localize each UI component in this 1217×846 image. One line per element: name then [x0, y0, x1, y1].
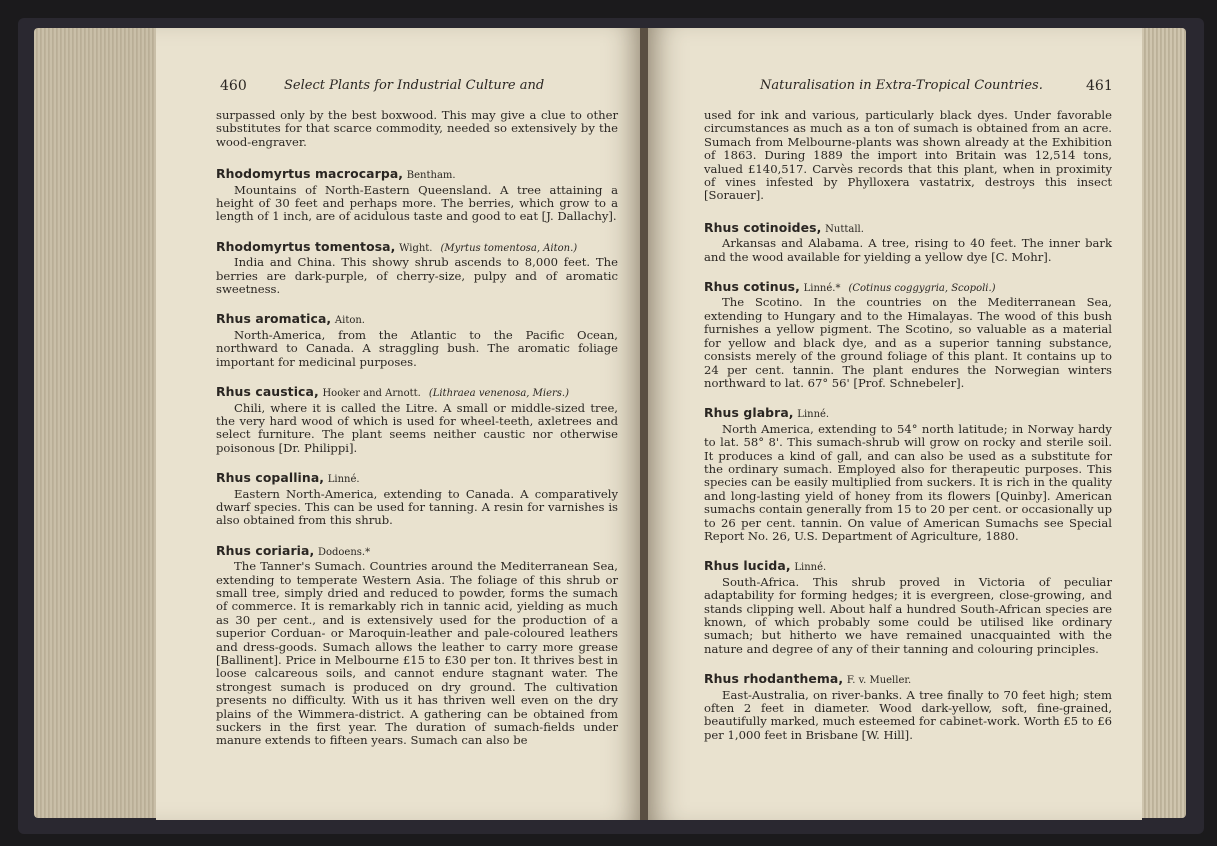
entry-name: Rhodomyrtus macrocarpa, — [216, 166, 404, 182]
right-page-number: 461 — [1086, 78, 1113, 94]
entry-authority: Wight. — [399, 242, 433, 254]
entry-description: Mountains of North-Eastern Queensland. A tree attaining a height of 30 feet and perhaps more. The berries, which grow to a length of 1 inch, are of acidulous taste and good to eat [J. Dallachy]. — [216, 182, 618, 224]
entry-authority: Linné. — [794, 562, 827, 574]
right-intro-paragraph: used for ink and various, particularly black dyes. Under favorable circumstances as much as a ton of sumach is obtained from an acre. Sumach from Melbourne-plants was shown already at the Exhibition of 1863. During 1889 the import into Britain was 12,514 tons, valued £140,517. Carvès records that this plant, when in proximity of vines infested by Phylloxera vastatrix, destroys this insect [Sorauer]. — [704, 108, 1112, 203]
right-header-title: Naturalisation in Extra-Tropical Countries. — [760, 78, 1043, 93]
entry-rhus-lucida — [704, 559, 1112, 656]
entry-authority: F. v. Mueller. — [846, 675, 912, 687]
entry-description: The Scotino. In the countries on the Mediterranean Sea, extending to Hungary and to the Himalayas. The wood of this bush furnishes a yellow pigment. The Scotino, so valuable as a material for yellow and black dye, and as a superior tanning substance, consists merely of the ground foliage of this plant. It contains up to 24 per cent. tannin. The plant endures the Norwegian winters northward to lat. 67° 56' [Prof. Schnebeler]. — [704, 295, 1112, 390]
entry-description: India and China. This showy shrub ascends to 8,000 feet. The berries are dark-purple, of cherry-size, pulpy and of aromatic sweetness. — [216, 255, 618, 297]
entry-rhus-aromatica — [216, 312, 618, 369]
entry-name: Rhus lucida, — [704, 558, 791, 574]
left-intro-paragraph: surpassed only by the best boxwood. This may give a clue to other substitutes for that scarce commodity, needed so extensively by the wood-engraver. — [216, 108, 618, 149]
entry-rhus-glabra — [704, 406, 1112, 543]
entry-rhodomyrtus-tomentosa — [216, 240, 618, 297]
entry-description: South-Africa. This shrub proved in Victoria of peculiar adaptability for forming hedges; it is evergreen, close-growing, and stands clipping well. About half a hundred South-African species are known, of which probably some could be utilised like ordinary sumach; but hitherto we have remained unacquainted with the nature and degree of any of their tanning and colouring principles. — [704, 574, 1112, 656]
entry-description: Arkansas and Alabama. A tree, rising to 40 feet. The inner bark and the wood available for yielding a yellow dye [C. Mohr]. — [704, 236, 1112, 264]
entry-authority: Nuttall. — [825, 223, 864, 235]
entry-description: North America, extending to 54° north latitude; in Norway hardy to lat. 58° 8'. This sumach-shrub will grow on rocky and sterile soil. It produces a kind of gall, and can also be used as a substitute for the ordinary sumach. Employed also for therapeutic purposes. This species can be easily multiplied from suckers. It is rich in the quality and long-lasting yield of honey from its flowers [Quinby]. American sumachs contain generally from 15 to 20 per cent. or occasionally up to 26 per cent. tannin. On value of American Sumachs see Special Report No. 26, U.S. Department of Agriculture, 1880. — [704, 421, 1112, 543]
entry-name: Rhus cotinus, — [704, 279, 800, 295]
entry-authority: Aiton. — [334, 315, 365, 327]
entry-name: Rhus aromatica, — [216, 311, 332, 327]
entry-synonym: (Myrtus tomentosa, Aiton.) — [440, 242, 578, 254]
page-edges-right — [1138, 28, 1186, 818]
entry-authority: Linné. — [327, 474, 360, 486]
entry-rhus-cotinoides — [704, 221, 1112, 264]
right-page-content — [704, 110, 1112, 758]
entry-authority: Linné.* — [803, 283, 841, 295]
entry-name: Rhus cotinoides, — [704, 219, 822, 235]
entry-name: Rhus rhodanthema, — [704, 671, 844, 687]
entry-name: Rhus copallina, — [216, 470, 325, 486]
entry-rhus-copallina — [216, 471, 618, 528]
entry-rhus-cotinus — [704, 280, 1112, 390]
right-page — [648, 28, 1142, 820]
entry-name: Rhus glabra, — [704, 405, 794, 421]
entry-description: The Tanner's Sumach. Countries around the Mediterranean Sea, extending to temperate Western Asia. The foliage of this shrub or small tree, simply dried and reduced to powder, forms the sumach of commerce. It is remarkably rich in tannic acid, yielding as much as 30 per cent., and is extensively used for the production of a superior Corduan- or Maroquin-leather and pale-coloured leathers and dress-goods. Sumach allows the leather to carry more grease [Ballinent]. Price in Melbourne £15 to £30 per ton. It thrives best in loose calcareous soils, and cannot endure stagnant water. The strongest sumach is produced on dry ground. The cultivation presents no difficulty. With us it has thriven well even on the dry plains of the Wimmera-district. A gathering can be obtained from suckers in the first year. The duration of sumach-fields under manure extends to fifteen years. Sumach can also be — [216, 559, 618, 748]
entry-name: Rhodomyrtus tomentosa, — [216, 238, 396, 254]
left-page — [156, 28, 642, 820]
left-page-number: 460 — [220, 78, 247, 94]
entry-rhus-caustica — [216, 385, 618, 455]
entry-authority: Dodoens.* — [317, 546, 371, 558]
entry-name: Rhus caustica, — [216, 384, 319, 400]
entry-synonym: (Lithraea venenosa, Miers.) — [428, 388, 569, 400]
page-edges-left — [34, 28, 164, 818]
entry-description: East-Australia, on river-banks. A tree finally to 70 feet high; stem often 2 feet in diameter. Wood dark-yellow, soft, fine-grained, beautifully marked, much esteemed for cabinet-work. Worth £5 to £6 per 1,000 feet in Brisbane [W. Hill]. — [704, 687, 1112, 742]
entry-description: North-America, from the Atlantic to the Pacific Ocean, northward to Canada. A straggling bush. The aromatic foliage important for medicinal purposes. — [216, 327, 618, 369]
entry-synonym: (Cotinus coggygria, Scopoli.) — [848, 283, 996, 295]
entry-name: Rhus coriaria, — [216, 542, 315, 558]
entry-rhus-coriaria — [216, 544, 618, 748]
entry-authority: Linné. — [797, 409, 830, 421]
left-page-content — [216, 110, 618, 764]
entry-description: Eastern North-America, extending to Canada. A comparatively dwarf species. This can be used for tanning. A resin for varnishes is also obtained from this shrub. — [216, 486, 618, 528]
left-header-title: Select Plants for Industrial Culture and — [284, 78, 545, 93]
entry-rhus-rhodanthema — [704, 672, 1112, 742]
entry-authority: Hooker and Arnott. — [322, 388, 421, 400]
entry-authority: Bentham. — [406, 170, 456, 182]
entry-rhodomyrtus-macrocarpa — [216, 167, 618, 224]
entry-description: Chili, where it is called the Litre. A small or middle-sized tree, the very hard wood of which is used for wheel-teeth, axletrees and select furniture. The plant seems neither caustic nor otherwise poisonous [Dr. Philippi]. — [216, 400, 618, 455]
